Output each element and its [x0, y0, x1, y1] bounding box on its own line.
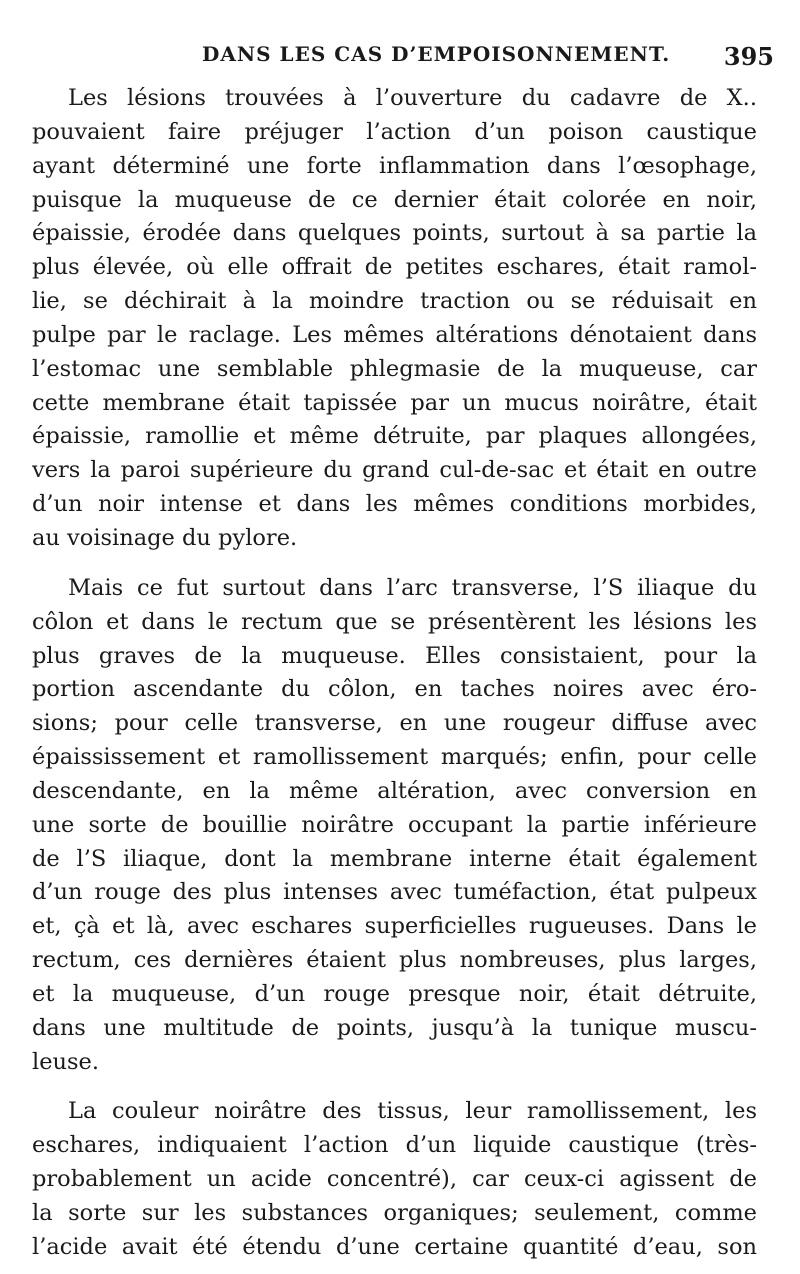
text-line: Mais ce fut surtout dans l’arc transverse, l’S iliaque du [68, 574, 757, 601]
text-line: puisque la muqueuse de ce dernier était colorée en noir, [32, 186, 757, 213]
text-line: l’estomac une semblable phlegmasie de la muqueuse, car [32, 355, 757, 382]
running-head [62, 40, 774, 76]
running-title: DANS LES CAS D’EMPOISONNEMENT. [202, 42, 671, 66]
text-line: leuse. [32, 1048, 100, 1075]
text-line: dans une multitude de points, jusqu’à la tunique muscu- [32, 1014, 757, 1041]
text-line: l’acide avait été étendu d’une certaine quantité d’eau, son [32, 1233, 757, 1260]
body-text [32, 82, 757, 1265]
text-line: et, çà et là, avec eschares superficielles rugueuses. Dans le [32, 913, 757, 940]
text-line: rectum, ces dernières étaient plus nombreuses, plus larges, [32, 947, 757, 974]
text-line: eschares, indiquaient l’action d’un liquide caustique (très- [32, 1132, 757, 1159]
paragraph [32, 1095, 757, 1264]
text-line: épaississement et ramollissement marqués; enfin, pour celle [32, 744, 757, 771]
text-line: plus élevée, où elle offrait de petites eschares, était ramol- [32, 254, 757, 281]
text-line: La couleur noirâtre des tissus, leur ramollissement, les [68, 1098, 757, 1125]
text-line: une sorte de bouillie noirâtre occupant la partie inférieure [32, 811, 757, 838]
text-line: de l’S iliaque, dont la membrane interne était également [32, 845, 757, 872]
paragraph-spacer [32, 1079, 757, 1095]
text-line: portion ascendante du côlon, en taches noires avec éro- [32, 676, 757, 703]
text-line: d’un rouge des plus intenses avec tuméfaction, état pulpeux [32, 879, 757, 906]
text-line: lie, se déchirait à la moindre traction ou se réduisait en [32, 288, 757, 315]
text-line: d’un noir intense et dans les mêmes conditions morbides, [32, 491, 757, 518]
text-line: pulpe par le raclage. Les mêmes altérations dénotaient dans [32, 321, 757, 348]
text-line: ayant déterminé une forte inflammation dans l’œsophage, [32, 152, 757, 179]
text-line: Les lésions trouvées à l’ouverture du cadavre de X.. [68, 85, 757, 111]
text-line: sions; pour celle transverse, en une rougeur diffuse avec [32, 710, 757, 737]
text-line: pouvaient faire préjuger l’action d’un poison caustique [32, 118, 757, 145]
text-line: la sorte sur les substances organiques; seulement, comme [32, 1200, 757, 1226]
paragraph [32, 82, 757, 556]
text-line: probablement un acide concentré), car ceux-ci agissent de [32, 1166, 757, 1193]
text-line: épaissie, ramollie et même détruite, par plaques allongées, [32, 423, 757, 450]
text-line: côlon et dans le rectum que se présentèrent les lésions les [32, 608, 757, 635]
paragraph [32, 572, 757, 1080]
text-line: au voisinage du pylore. [32, 524, 298, 551]
text-line: plus graves de la muqueuse. Elles consistaient, pour la [32, 642, 757, 669]
paragraph-spacer [32, 556, 757, 572]
text-line: et la muqueuse, d’un rouge presque noir, était détruite, [32, 980, 757, 1007]
page-number: 395 [723, 42, 774, 71]
text-line: épaissie, érodée dans quelques points, surtout à sa partie la [32, 220, 757, 247]
text-line: vers la paroi supérieure du grand cul-de-sac et était en outre [32, 457, 757, 484]
text-line: cette membrane était tapissée par un mucus noirâtre, était [32, 389, 757, 416]
text-line: descendante, en la même altération, avec conversion en [32, 777, 757, 804]
